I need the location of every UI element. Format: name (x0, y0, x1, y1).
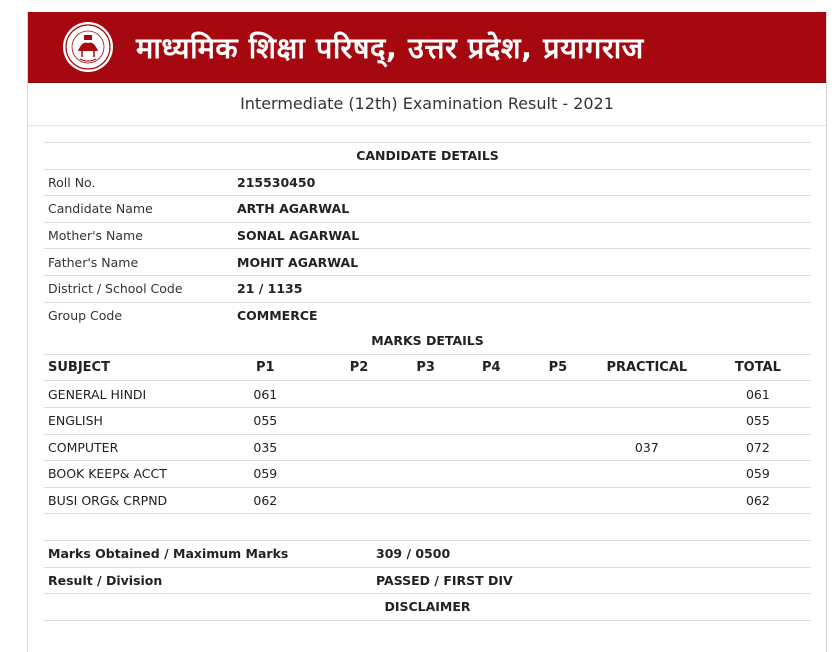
exam-title: Intermediate (12th) Examination Result - 2021 (28, 83, 826, 126)
p1-cell: 035 (253, 439, 278, 455)
table-row (44, 488, 811, 515)
field-group-code (44, 303, 811, 329)
disclaimer-title: DISCLAIMER (44, 594, 811, 621)
marks-obtained-value: 309 / 0500 (376, 546, 451, 562)
board-name: माध्यमिक शिक्षा परिषद्, उत्तर प्रदेश, प्रयागराज (136, 30, 644, 65)
candidate-details (44, 142, 811, 541)
total-cell: 062 (745, 493, 770, 509)
subject-cell: BOOK KEEP& ACCT (48, 466, 167, 482)
field-label: Father's Name (48, 254, 139, 270)
p1-cell: 062 (253, 493, 278, 509)
col-practical: PRACTICAL (606, 360, 688, 376)
table-row (44, 381, 811, 408)
result-division-value: PASSED / FIRST DIV (376, 572, 513, 588)
field-candidate-name (44, 196, 811, 223)
field-value: 215530450 (237, 174, 316, 190)
table-row (44, 461, 811, 488)
field-label: District / School Code (48, 281, 183, 297)
total-cell: 059 (745, 466, 770, 482)
table-row (44, 435, 811, 462)
col-total: TOTAL (734, 360, 781, 376)
p1-cell: 061 (253, 386, 278, 402)
col-p5: P5 (548, 360, 568, 376)
practical-cell: 037 (634, 439, 659, 455)
field-roll-no (44, 170, 811, 197)
p1-cell: 059 (253, 466, 278, 482)
col-subject: SUBJECT (48, 360, 110, 376)
field-father-name (44, 249, 811, 276)
col-p3: P3 (416, 360, 435, 376)
col-p1: P1 (256, 360, 275, 376)
marks-obtained-label: Marks Obtained / Maximum Marks (48, 546, 289, 562)
field-value: SONAL AGARWAL (237, 228, 360, 244)
marks-section-title: MARKS DETAILS (44, 328, 811, 355)
total-cell: 055 (745, 413, 770, 429)
marks-obtained-row (44, 540, 811, 568)
candidate-section-title: CANDIDATE DETAILS (44, 142, 811, 170)
empty-table-row (44, 514, 811, 541)
table-row (44, 408, 811, 435)
field-label: Candidate Name (48, 201, 153, 217)
header-banner (28, 12, 826, 83)
subject-cell: ENGLISH (48, 413, 103, 429)
field-label: Group Code (48, 307, 123, 323)
total-cell: 061 (745, 386, 770, 402)
subject-cell: COMPUTER (48, 439, 119, 455)
field-value: MOHIT AGARWAL (237, 254, 359, 270)
subject-cell: BUSI ORG& CRPND (48, 493, 168, 509)
marks-header-row (44, 355, 811, 382)
result-summary (44, 540, 811, 621)
field-district-school (44, 276, 811, 303)
result-division-label: Result / Division (48, 572, 163, 588)
field-value: COMMERCE (237, 307, 318, 323)
field-value: ARTH AGARWAL (237, 201, 350, 217)
field-label: Roll No. (48, 174, 96, 190)
field-label: Mother's Name (48, 228, 143, 244)
field-value: 21 / 1135 (237, 281, 303, 297)
col-p4: P4 (482, 360, 501, 376)
col-p2: P2 (349, 360, 369, 376)
p1-cell: 055 (253, 413, 278, 429)
total-cell: 072 (745, 439, 770, 455)
field-mother-name (44, 223, 811, 250)
subject-cell: GENERAL HINDI (48, 386, 147, 402)
result-page (27, 12, 827, 652)
result-division-row (44, 568, 811, 595)
up-board-emblem-icon (62, 21, 114, 73)
